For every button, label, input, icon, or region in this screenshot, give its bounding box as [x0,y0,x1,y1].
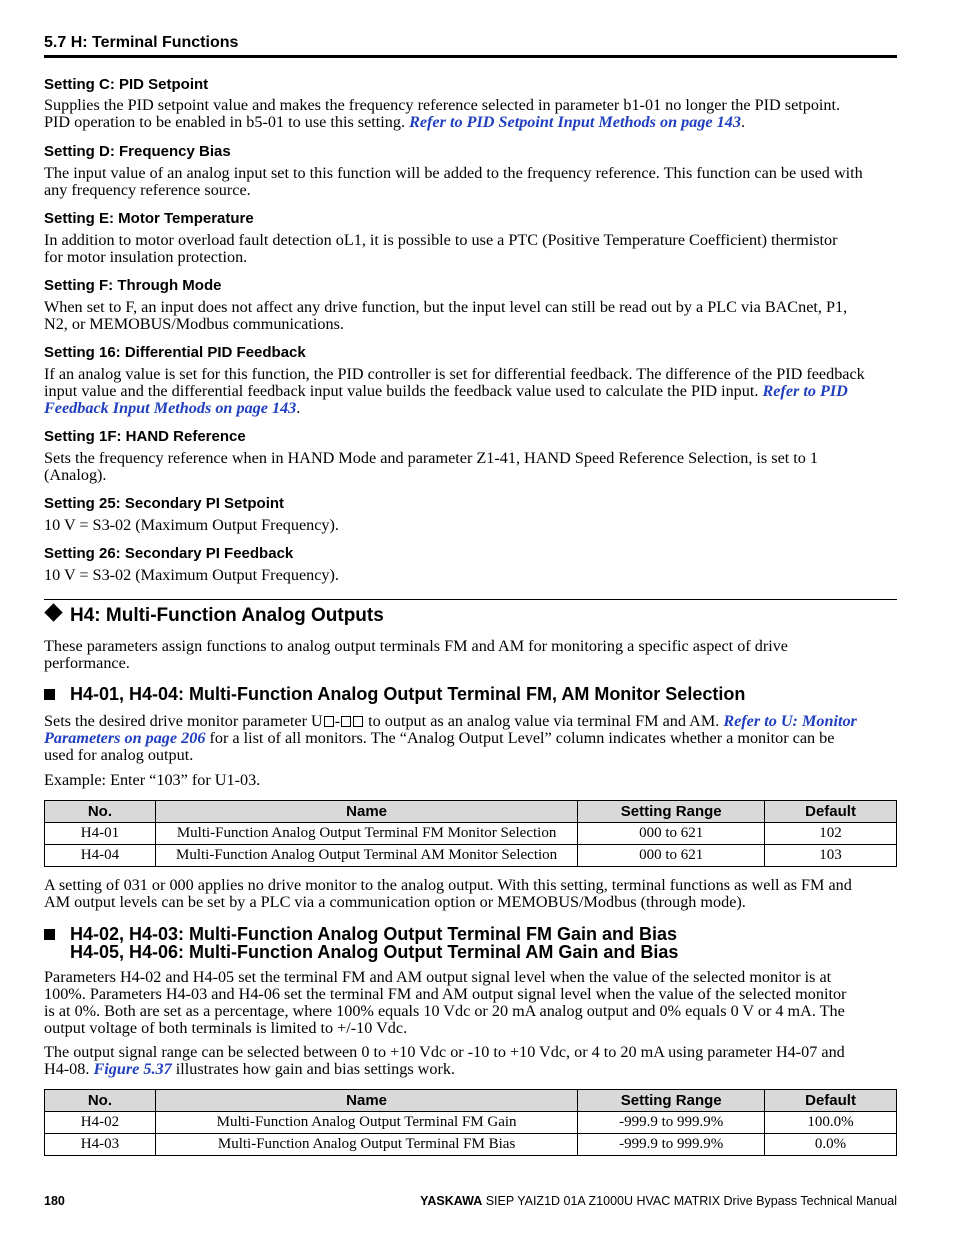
table-row [45,1134,897,1156]
cell-default: 103 [765,845,897,867]
diamond-bullet-icon [44,603,62,621]
cell-default: 100.0% [765,1112,897,1134]
setting-c-heading: Setting C: PID Setpoint [44,76,209,93]
cell-range: -999.9 to 999.9% [578,1134,765,1156]
placeholder-box-icon [341,716,351,727]
col-header-default: Default [765,801,897,823]
gain-bias-text: Parameters H4-02 and H4-05 set the terminal FM and AM output signal level when the value of the selected monitor is at 100%. Parameters H4-03 and H4-06 set the terminal FM and AM output signal level when the value of the selected monitor is at 0%. Both are set as a percentage, where 100% equals 10 Vdc or 20 mA analog output and 0% equals 0 V or 4 mA. The output voltage of both terminals is limited to +/-10 Vdc. [44,968,847,1037]
square-bullet-icon [44,929,55,940]
h4-intro: These parameters assign functions to analog output terminals FM and AM for monitoring a specific aspect of drive performance. [44,637,788,672]
cell-name: Multi-Function Analog Output Terminal FM Gain [155,1112,577,1134]
col-header-name: Name [155,801,577,823]
table-header-row [45,1090,897,1112]
gain-bias-table [44,1089,897,1156]
setting-f-text: When set to F, an input does not affect any drive function, but the input level can still be read out by a PLC via BACnet, P1, N2, or MEMOBUS/Modbus communications. [44,298,848,333]
setting-26-text: 10 V = S3-02 (Maximum Output Frequency). [44,566,339,584]
setting-e-heading: Setting E: Motor Temperature [44,210,254,227]
setting-1f-heading: Setting 1F: HAND Reference [44,428,246,445]
col-header-no: No. [45,1090,156,1112]
placeholder-box-icon [324,716,334,727]
no-monitor-text: A setting of 031 or 000 applies no drive monitor to the analog output. With this setting, terminal functions as well as FM and AM output levels can be set by a PLC via a communication option or MEMOBUS/Modbus (through mode). [44,876,852,911]
col-header-range: Setting Range [578,1090,765,1112]
setting-16-text: If an analog value is set for this function, the PID controller is set for differential feedback. The difference of the PID feedback input value and the differential feedback input value builds the feedback value used to calculate the PID input. Refer to PID Feedback Input Methods on page 143. [44,365,865,417]
signal-range-text: The output signal range can be selected between 0 to +10 Vdc or -10 to +10 Vdc, or 4 to 20 mA using parameter H4-07 and H4-08. Figure 5.37 illustrates how gain and bias settings work. [44,1043,845,1078]
monitor-selection-table [44,800,897,867]
setting-16-heading: Setting 16: Differential PID Feedback [44,344,306,361]
pid-setpoint-link[interactable]: Refer to PID Setpoint Input Methods on page 143 [409,113,741,131]
setting-d-text: The input value of an analog input set to this function will be added to the frequency reference. This function can be used with any frequency reference source. [44,164,863,199]
cell-name: Multi-Function Analog Output Terminal FM Bias [155,1134,577,1156]
pid-feedback-link[interactable]: Refer to PID [762,382,848,400]
cell-range: 000 to 621 [578,823,765,845]
setting-d-heading: Setting D: Frequency Bias [44,143,231,160]
col-header-default: Default [765,1090,897,1112]
page-header [44,33,897,58]
col-header-no: No. [45,801,156,823]
table-header-row [45,801,897,823]
col-header-name: Name [155,1090,577,1112]
cell-default: 102 [765,823,897,845]
section-title: 5.7 H: Terminal Functions [44,34,239,51]
square-bullet-icon [44,689,55,700]
setting-c-text: Supplies the PID setpoint value and makes the frequency reference selected in parameter b1-01 no longer the PID setpoint. PID operation to be enabled in b5-01 to use this setting. Refer to PID Setpoint Input Methods on page 143. [44,96,841,131]
cell-name: Multi-Function Analog Output Terminal FM Monitor Selection [155,823,577,845]
cell-range: -999.9 to 999.9% [578,1112,765,1134]
gain-bias-heading: H4-02, H4-03: Multi-Function Analog Output Terminal FM Gain and Bias H4-05, H4-06: Multi-Function Analog Output Terminal AM Gain and Bias [44,925,678,961]
setting-25-text: 10 V = S3-02 (Maximum Output Frequency). [44,516,339,534]
page-number: 180 [44,1194,65,1208]
section-divider [44,599,897,600]
brand-name: YASKAWA [420,1194,483,1208]
monitor-selection-text: Sets the desired drive monitor parameter U - to output as an analog value via terminal FM and AM. Refer to U: Monitor Parameters on page 206 for a list of all monitors. The “Analog Output Level” column indicates whether a monitor can be used for analog output. [44,712,857,764]
setting-26-heading: Setting 26: Secondary PI Feedback [44,545,294,562]
table-row [45,845,897,867]
cell-range: 000 to 621 [578,845,765,867]
u-monitor-link[interactable]: Refer to U: Monitor [723,712,857,730]
setting-25-heading: Setting 25: Secondary PI Setpoint [44,495,285,512]
pid-feedback-link-cont[interactable]: Feedback Input Methods on page 143 [44,399,297,417]
example-text: Example: Enter “103” for U1-03. [44,771,261,789]
h4-heading: H4: Multi-Function Analog Outputs [44,605,384,627]
manual-title: YASKAWA SIEP YAIZ1D 01A Z1000U HVAC MATRIX Drive Bypass Technical Manual [420,1194,897,1208]
monitor-selection-heading: H4-01, H4-04: Multi-Function Analog Output Terminal FM, AM Monitor Selection [44,685,745,703]
cell-no: H4-02 [45,1112,156,1134]
setting-e-text: In addition to motor overload fault detection oL1, it is possible to use a PTC (Positive Temperature Coefficient) thermistor for motor insulation protection. [44,231,838,266]
setting-1f-text: Sets the frequency reference when in HAND Mode and parameter Z1-41, HAND Speed Reference Selection, is set to 1 (Analog). [44,449,819,484]
setting-f-heading: Setting F: Through Mode [44,277,222,294]
col-header-range: Setting Range [578,801,765,823]
placeholder-box-icon [353,716,363,727]
table-row [45,1112,897,1134]
figure-link[interactable]: Figure 5.37 [93,1060,172,1078]
cell-name: Multi-Function Analog Output Terminal AM Monitor Selection [155,845,577,867]
cell-default: 0.0% [765,1134,897,1156]
u-monitor-link-cont[interactable]: Parameters on page 206 [44,729,206,747]
cell-no: H4-01 [45,823,156,845]
cell-no: H4-03 [45,1134,156,1156]
cell-no: H4-04 [45,845,156,867]
table-row [45,823,897,845]
